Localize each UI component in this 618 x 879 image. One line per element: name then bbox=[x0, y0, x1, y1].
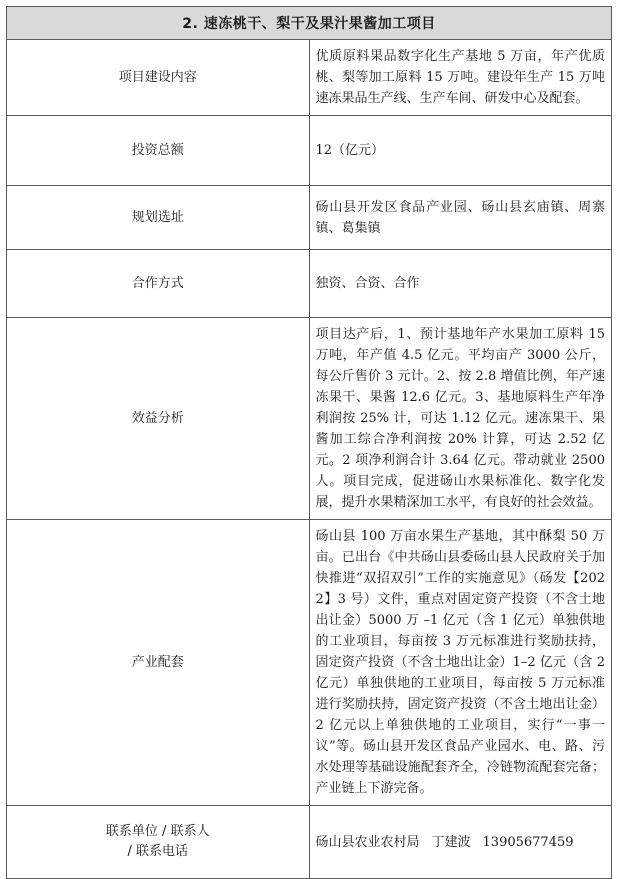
contact-person: 丁建波 bbox=[431, 834, 471, 850]
row-label-location: 规划选址 bbox=[7, 186, 310, 250]
row-value-investment: 12（亿元） bbox=[309, 116, 612, 186]
row-label-cooperation: 合作方式 bbox=[7, 250, 310, 318]
contact-label-line1: 联系单位 / 联系人 bbox=[105, 824, 210, 839]
table-row bbox=[7, 250, 612, 318]
row-value-construction: 优质原料果品数字化生产基地 5 万亩，年产优质桃、梨等加工原料 15 万吨。建设年生产 15 万吨速冻果品生产线、生产车间、研发中心及配套。 bbox=[309, 40, 612, 116]
row-value-contact bbox=[309, 806, 612, 879]
table-row bbox=[7, 806, 612, 879]
table-title: 2. 速冻桃干、梨干及果汁果酱加工项目 bbox=[7, 7, 612, 40]
row-label-benefit: 效益分析 bbox=[7, 318, 310, 520]
row-label-industry: 产业配套 bbox=[7, 520, 310, 806]
row-label-construction: 项目建设内容 bbox=[7, 40, 310, 116]
table-row bbox=[7, 116, 612, 186]
row-value-benefit: 项目达产后，1、预计基地年产水果加工原料 15 万吨，年产值 4.5 亿元。平均亩产 3000 公斤，每公斤售价 3 元计。2、按 2.8 增值比例，年产速冻果干、果酱 12.6 亿元。3、基地原料生产年净利润按 25% 计，可达 1.12 亿元。速冻果干、果酱加工综合净利润按 20% 计算，可达 2.52 亿元。2 项净利润合计 3.64 亿元。带动就业 2500 人。项目完成，促进砀山水果标准化、数字化发展，提升水果精深加工水平，有良好的社会效益。 bbox=[309, 318, 612, 520]
table-row bbox=[7, 40, 612, 116]
contact-label-line2: / 联系电话 bbox=[127, 844, 188, 859]
contact-unit: 砀山县农业农村局 bbox=[315, 834, 420, 850]
row-label-investment: 投资总额 bbox=[7, 116, 310, 186]
table-row bbox=[7, 520, 612, 806]
table-row bbox=[7, 186, 612, 250]
table-row bbox=[7, 318, 612, 520]
row-value-industry: 砀山县 100 万亩水果生产基地，其中酥梨 50 万亩。已出台《中共砀山县委砀山县人民政府关于加快推进“双招双引”工作的实施意见》（砀发【2022】3 号）文件，重点对固定资产投资（不含土地出让金）5000 万 –1 亿元（含 1 亿元）单独供地的工业项目，每亩按 3 万元标准进行奖励扶持，固定资产投资（不含土地出让金）1–2 亿元（含 2 亿元）单独供地的工业项目，每亩按 5 万元标准进行奖励扶持，固定资产投资（不含土地出让金）2 亿元以上单独供地的工业项目，实行“一事一议”等。砀山县开发区食品产业园水、电、路、污水处理等基础设施配套齐全，冷链物流配套完备；产业链上下游完备。 bbox=[309, 520, 612, 806]
contact-phone: 13905677459 bbox=[482, 834, 574, 850]
row-value-cooperation: 独资、合资、合作 bbox=[309, 250, 612, 318]
row-value-location: 砀山县开发区食品产业园、砀山县玄庙镇、周寨镇、葛集镇 bbox=[309, 186, 612, 250]
project-table bbox=[6, 6, 612, 879]
row-label-contact bbox=[7, 806, 310, 879]
